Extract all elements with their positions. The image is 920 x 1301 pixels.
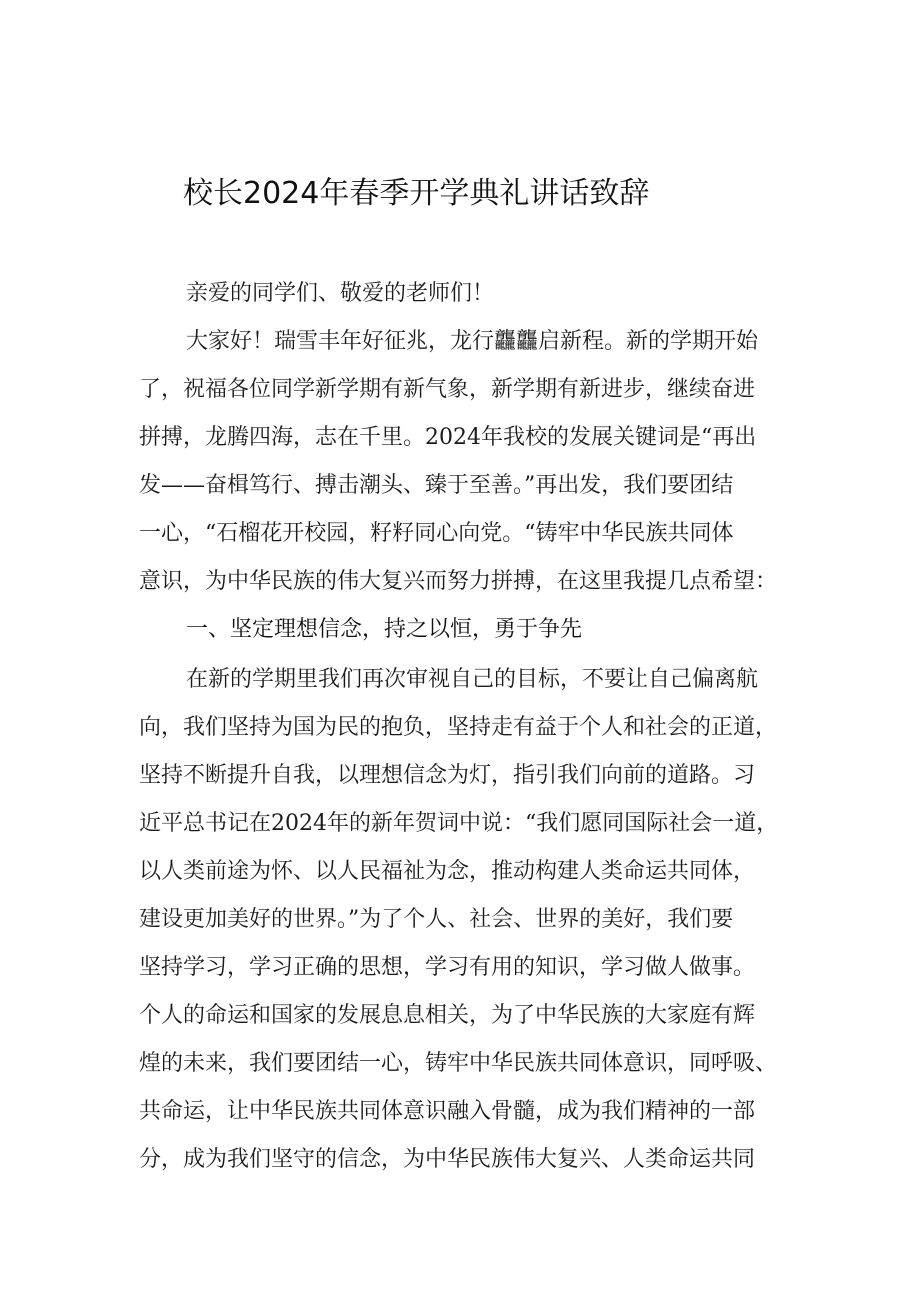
section-line: 向，我们坚持为国为民的抱负，坚持走有益于个人和社会的正道，	[139, 715, 778, 740]
document-title: 校长2024年春季开学典礼讲话致辞	[183, 176, 650, 211]
section-line: 建设更加美好的世界。”为了个人、社会、世界的美好，我们要	[139, 907, 734, 932]
section-line: 在新的学期里我们再次审视自己的目标，不要让自己偏离航	[186, 667, 759, 692]
salutation: 亲爱的同学们、敬爱的老师们！	[186, 281, 495, 306]
intro-line: 拼搏，龙腾四海，志在千里。2024年我校的发展关键词是“再出	[139, 425, 757, 450]
section-line: 坚持不断提升自我，以理想信念为灯，指引我们向前的道路。习	[139, 763, 756, 788]
section-line: 个人的命运和国家的发展息息相关，为了中华民族的大家庭有辉	[139, 1003, 756, 1028]
section-line: 坚持学习，学习正确的思想，学习有用的知识，学习做人做事。	[139, 955, 756, 980]
intro-line: 发——奋楫笃行、搏击潮头、臻于至善。”再出发，我们要团结	[139, 473, 734, 498]
section-line: 近平总书记在2024年的新年贺词中说：“我们愿同国际社会一道，	[139, 811, 779, 836]
section-line: 共命运，让中华民族共同体意识融入骨髓，成为我们精神的一部	[139, 1099, 756, 1124]
intro-line: 一心，“石榴花开校园，籽籽同心向党。“铸牢中华民族共同体	[139, 521, 734, 546]
intro-line: 了，祝福各位同学新学期有新气象，新学期有新进步，继续奋进	[139, 377, 756, 402]
intro-line: 意识，为中华民族的伟大复兴而努力拼搏，在这里我提几点希望：	[139, 569, 778, 594]
section-line: 煌的未来，我们要团结一心，铸牢中华民族共同体意识，同呼吸、	[139, 1051, 778, 1076]
section-line: 分，成为我们坚守的信念，为中华民族伟大复兴、人类命运共同	[139, 1147, 756, 1172]
intro-line: 大家好！瑞雪丰年好征兆，龙行龘龘启新程。新的学期开始	[186, 329, 759, 354]
section-heading: 一、坚定理想信念，持之以恒，勇于争先	[186, 617, 583, 642]
section-line: 以人类前途为怀、以人民福祉为念，推动构建人类命运共同体，	[139, 859, 756, 884]
